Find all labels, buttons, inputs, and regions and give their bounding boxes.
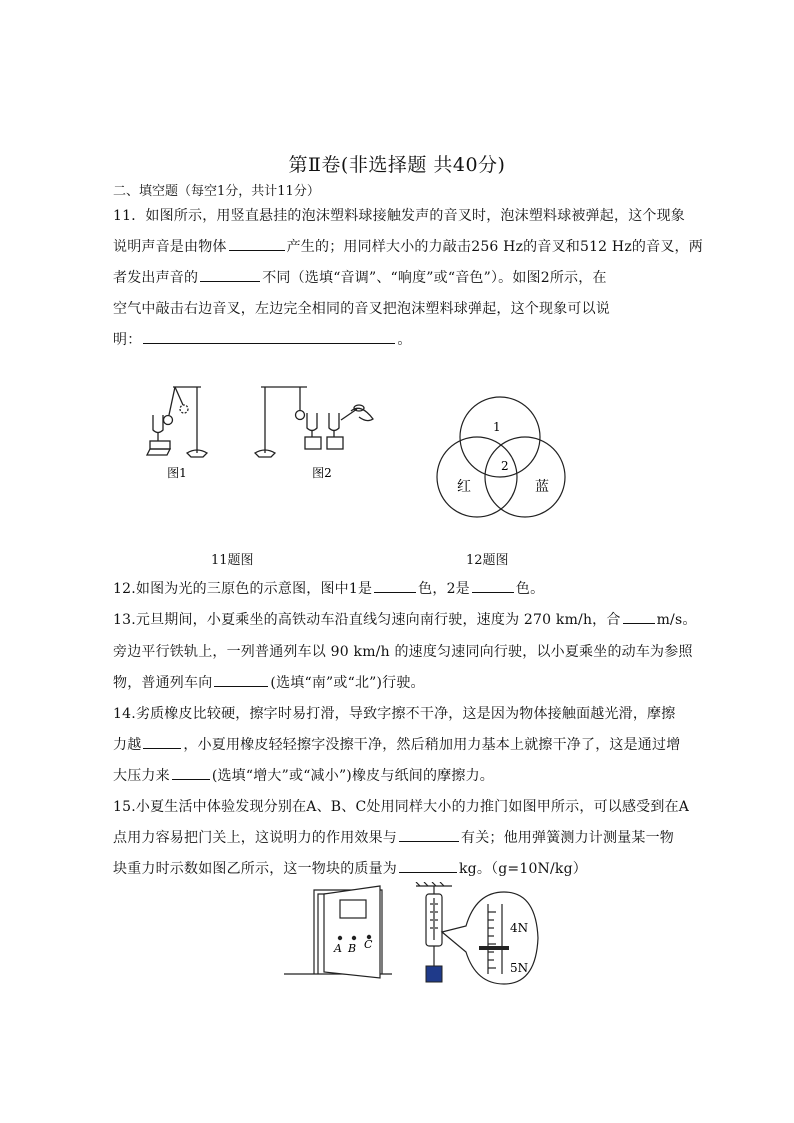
page-title: 第Ⅱ卷(非选择题 共40分) (288, 154, 506, 176)
region-2-label: 2 (501, 459, 509, 473)
q13-text: m/s。 (656, 612, 697, 628)
answer-blank[interactable] (229, 236, 285, 251)
tuning-fork-icon (153, 415, 163, 433)
scale-5n-label: 5N (510, 961, 529, 975)
figure-12-caption: 12题图 (466, 553, 509, 568)
q12-text: 12.如图为光的三原色的示意图，图中1是 (113, 581, 373, 597)
q11-text: 者发出声音的 (113, 270, 199, 286)
q11-line-5 (113, 329, 412, 349)
foam-ball-icon (164, 416, 173, 425)
fig-label: 图1 (167, 466, 187, 480)
q12-text: 色，2是 (418, 581, 470, 597)
q15-line-2 (113, 827, 674, 847)
answer-blank[interactable] (143, 734, 181, 749)
q15-text: 有关；他用弹簧测力计测量某一物 (461, 830, 674, 846)
q13-text: 13.元旦期间，小夏乘坐的高铁动车沿直线匀速向南行驶，速度为 270 km/h，合 (113, 612, 621, 628)
answer-blank[interactable] (472, 578, 514, 593)
answer-blank[interactable] (399, 827, 459, 842)
q15-text: kg。（g=10N/kg） (459, 861, 587, 877)
fig-label: 图2 (312, 466, 332, 480)
q13-line-1 (113, 609, 697, 629)
q11-text: 明： (113, 332, 142, 348)
q11-line-1: 11．如图所示，用竖直悬挂的泡沫塑料球接触发声的音叉时，泡沫塑料球被弹起，这个现象 (113, 208, 686, 224)
q13-line-3 (113, 672, 425, 692)
point-c-label: C (364, 938, 373, 951)
point-b-label: B (348, 942, 357, 955)
answer-blank[interactable] (214, 672, 268, 687)
q11-text: 。 (397, 332, 412, 348)
figure-11-tuning-forks (145, 375, 395, 485)
q13-text: 物，普通列车向 (113, 675, 213, 691)
figure-12-primary-colors (425, 385, 585, 525)
pointer-icon (479, 946, 509, 950)
answer-blank[interactable] (172, 765, 210, 780)
q11-text: 产生的；用同样大小的力敲击256 Hz的音叉和512 Hz的音叉，两 (286, 239, 703, 255)
q15-text: 点用力容易把门关上，这说明力的作用效果与 (113, 830, 397, 846)
region-1-label: 1 (493, 420, 501, 434)
answer-blank[interactable] (200, 267, 260, 282)
section-heading: 二、填空题（每空1分，共计11分） (113, 184, 320, 199)
figure-11-caption: 11题图 (211, 553, 254, 568)
answer-blank[interactable] (374, 578, 416, 593)
foam-ball-icon (296, 411, 305, 420)
q12-text: 色。 (515, 581, 545, 597)
tuning-fork-icon (307, 413, 317, 431)
q13-line-2: 旁边平行铁轨上，一列普通列车以 90 km/h 的速度匀速同向行驶，以小夏乘坐的动车为参照 (113, 644, 693, 660)
q14-text: ，小夏用橡皮轻轻擦字没擦干净，然后稍加用力基本上就擦干净了，这是通过增 (183, 737, 681, 753)
answer-blank[interactable] (399, 858, 457, 873)
answer-blank[interactable] (143, 329, 395, 344)
q11-text: 说明声音是由物体 (113, 239, 227, 255)
tuning-fork-icon (329, 413, 339, 431)
q14-line-3 (113, 765, 494, 785)
foam-ball-dashed-icon (180, 405, 188, 413)
q14-line-1: 14.劣质橡皮比较硬，擦字时易打滑，导致字擦不干净，这是因为物体接触面越光滑，摩擦 (113, 706, 676, 722)
answer-blank[interactable] (623, 609, 655, 624)
q14-text: 大压力来 (113, 768, 170, 784)
q11-line-2 (113, 236, 703, 256)
q12-line (113, 578, 544, 598)
hammer-icon (341, 409, 357, 420)
q11-line-3 (113, 267, 607, 287)
point-a-label: A (334, 942, 342, 955)
figure-15-door-spring-scale (280, 882, 570, 992)
q15-line-3 (113, 858, 587, 878)
q13-text: (选填“南”或“北”)行驶。 (270, 675, 425, 691)
q14-text: (选填“增大”或“减小”)橡皮与纸间的摩擦力。 (211, 768, 494, 784)
q14-line-2 (113, 734, 680, 754)
q15-text: 块重力时示数如图乙所示，这一物块的质量为 (113, 861, 397, 877)
q14-text: 力越 (113, 737, 142, 753)
blue-label: 蓝 (535, 479, 549, 495)
q11-text: 不同（选填“音调”、“响度”或“音色”）。如图2所示，在 (262, 270, 607, 286)
red-label: 红 (457, 479, 471, 495)
q11-line-4: 空气中敲击右边音叉，左边完全相同的音叉把泡沫塑料球弹起，这个现象可以说 (113, 301, 610, 317)
scale-4n-label: 4N (510, 921, 529, 935)
q15-line-1: 15.小夏生活中体验发现分别在A、B、C处用同样大小的力推门如图甲所示，可以感受到在A (113, 799, 690, 815)
weight-block-icon (426, 966, 442, 982)
